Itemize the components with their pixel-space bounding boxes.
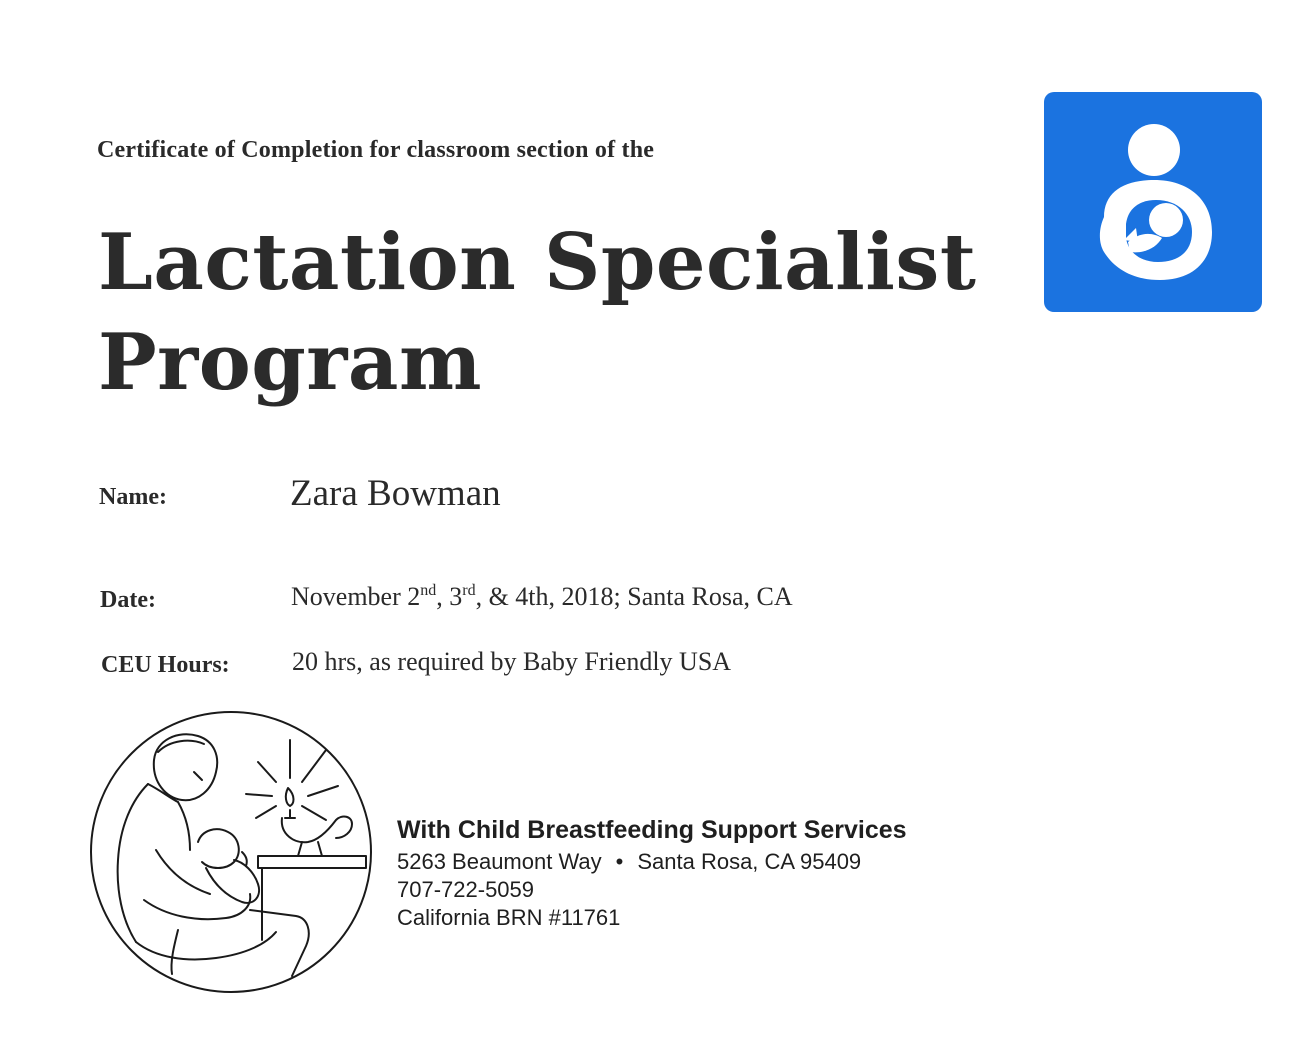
certificate-subtitle: Certificate of Completion for classroom section of the [97, 137, 655, 163]
name-value: Zara Bowman [290, 473, 501, 514]
date-prefix: November 2 [291, 582, 421, 611]
date-sup-2: rd [462, 582, 476, 599]
date-sup-1: nd [420, 582, 437, 599]
address-city: Santa Rosa, CA 95409 [637, 849, 862, 874]
date-suffix: , & 4th, 2018; Santa Rosa, CA [475, 582, 793, 611]
certificate-title [98, 213, 976, 413]
date-label: Date: [100, 587, 156, 613]
organization-address [397, 848, 907, 876]
title-line-1: Lactation Specialist [98, 217, 977, 308]
ceu-value: 20 hrs, as required by Baby Friendly USA [292, 647, 732, 676]
date-mid: , 3 [436, 582, 463, 611]
breastfeeding-symbol-icon [1044, 92, 1262, 312]
ceu-label: CEU Hours: [101, 652, 230, 678]
organization-license: California BRN #11761 [397, 905, 621, 930]
organization-name: With Child Breastfeeding Support Services [397, 816, 907, 844]
organization-block [397, 812, 907, 932]
name-label: Name: [99, 484, 167, 510]
address-bullet: • [615, 849, 624, 874]
mother-nursing-baby-candle-icon [86, 710, 376, 1000]
address-street: 5263 Beaumont Way [397, 849, 602, 874]
date-value [291, 582, 793, 612]
organization-phone: 707-722-5059 [397, 877, 535, 902]
title-line-2: Program [98, 317, 482, 408]
